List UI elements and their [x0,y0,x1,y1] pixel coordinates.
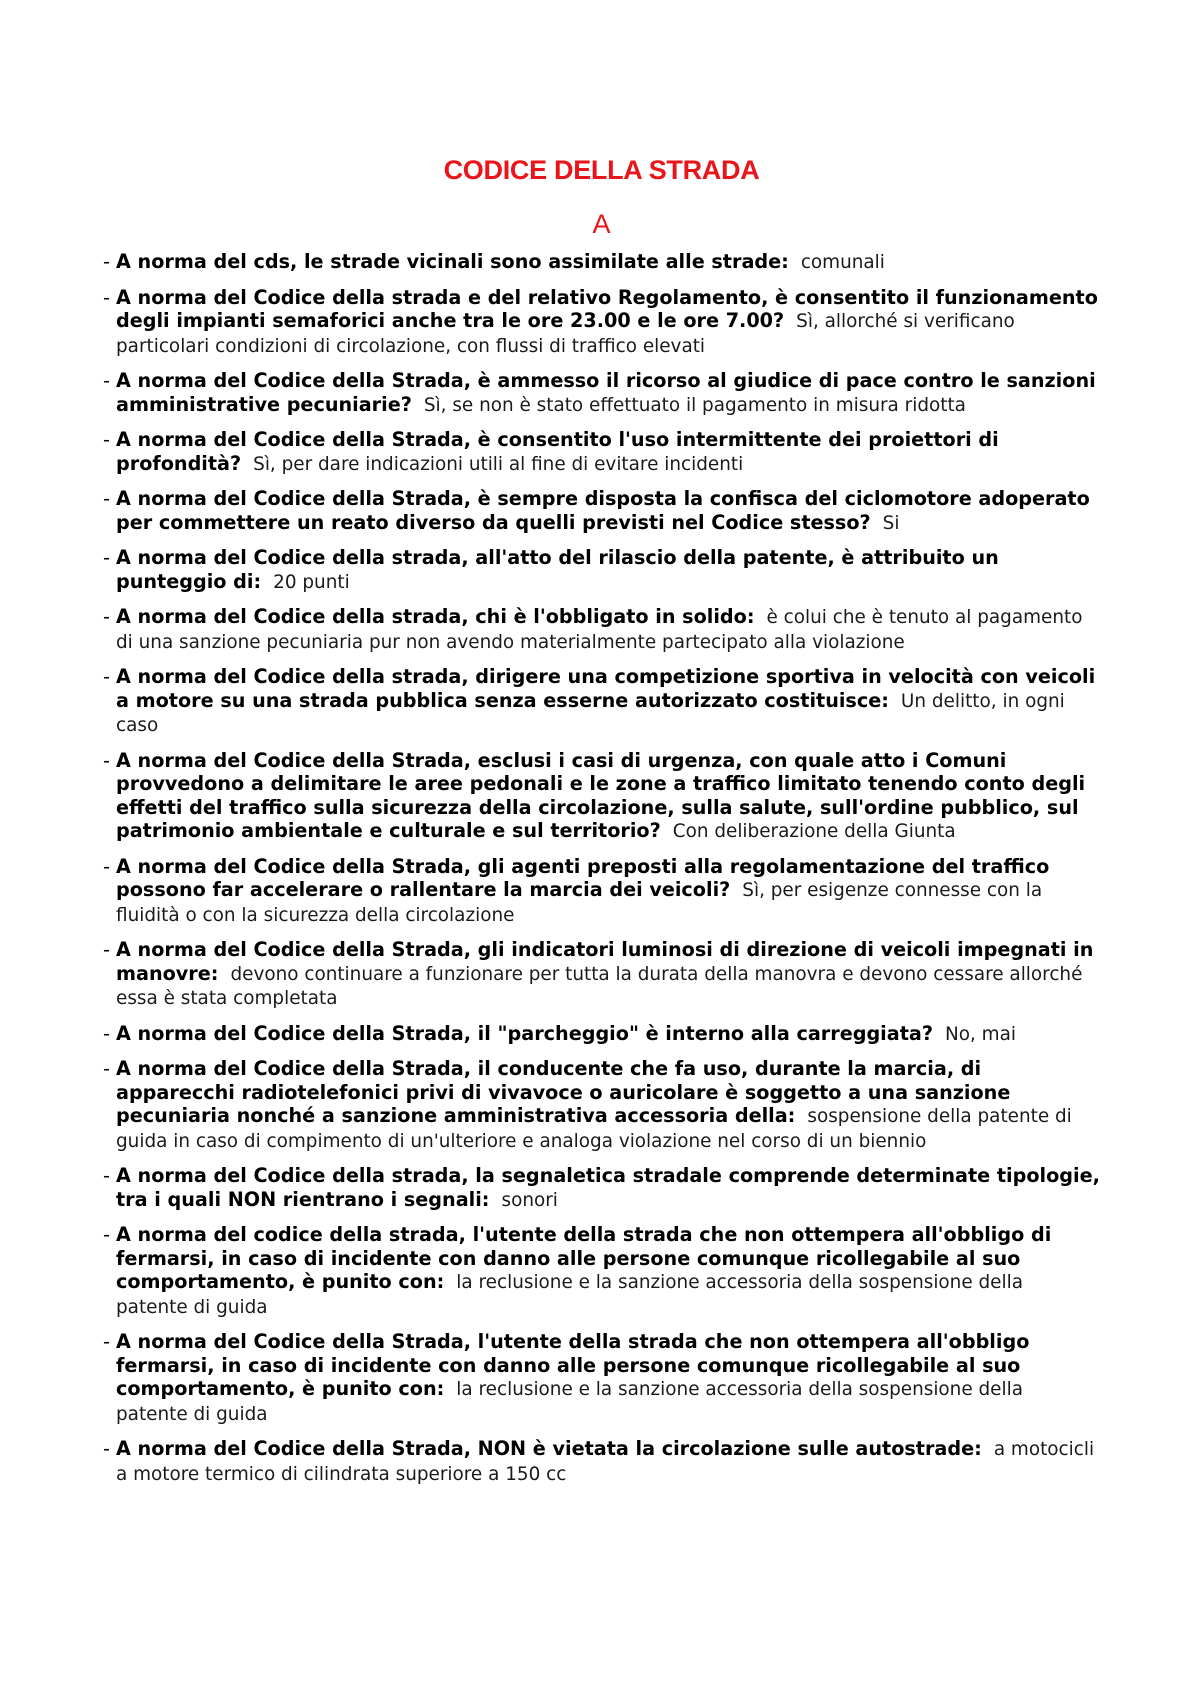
bullet-dash: - [103,1437,110,1460]
bullet-dash: - [103,748,110,772]
answer-text: Sì, per esigenze connesse con la fluidità o con la sicurezza della circolazione [116,880,1043,926]
answer-text: a motocicli a motore termico di cilindrata superiore a 150 cc [116,1439,1095,1485]
bullet-dash: - [103,1330,110,1353]
answer-text: Un delitto, in ogni caso [116,690,1065,736]
answer-text: Sì, se non è stato effettuato il pagamento in misura ridotta [423,394,966,416]
answer-text: 20 punti [273,571,350,593]
list-item [103,487,1100,535]
answer-text: No, mai [944,1023,1016,1045]
question-text: A norma del Codice della Strada, gli agenti preposti alla regolamentazione del traffico possono far accelerare o rallentare la marcia dei veicoli? [116,854,1050,901]
answer-text: devono continuare a funzionare per tutta la durata della manovra e devono cessare allorché essa è stata completata [116,963,1083,1009]
answer-text: comunali [800,252,885,273]
question-text: A norma del Codice della Strada, esclusi i casi di urgenza, con quale atto i Comuni provvedono a delimitare le aree pedonali e le zone a traffico limitato tenendo conto degli effetti del traffico sulla sicurezza della circolazione, sulla salute, sull'ordine pubblico, sul patrimonio ambientale e culturale e sul territorio? [116,748,1086,842]
list-item [103,1437,1100,1486]
question-text: A norma del Codice della Strada, il conducente che fa uso, durante la marcia, di apparecchi radiotelefonici privi di vivavoce o auricolare è soggetto a una sanzione pecuniaria nonché a sanzione amministrativa accessoria della: [116,1057,1011,1127]
question-text: A norma del Codice della strada, la segnaletica stradale comprende determinate tipologie, tra i quali NON rientrano i segnali: [116,1164,1100,1211]
list-item [103,546,1100,594]
list-item [103,855,1100,928]
document-title: CODICE DELLA STRADA [443,155,760,185]
list-item [103,938,1100,1011]
list-item [103,605,1100,654]
answer-text: sospensione della patente di guida in caso di compimento di un'ulteriore e analoga violazione nel corso di un biennio [116,1106,1072,1152]
answer-text: sonori [501,1189,558,1211]
bullet-dash: - [103,250,110,273]
answer-text: Si [882,512,900,534]
question-text: A norma del Codice della strada e del relativo Regolamento, è consentito il funzionamento degli impianti semaforici anche tra le ore 23.00 e le ore 7.00? [116,285,1098,332]
answer-text: Con deliberazione della Giunta [672,821,956,842]
list-item [103,749,1100,844]
bullet-dash: - [103,487,110,510]
answer-text: Sì, allorché si verificano particolari condizioni di circolazione, con flussi di traffico elevati [116,311,1015,357]
bullet-dash: - [103,546,110,569]
list-item [103,1057,1100,1153]
question-text: A norma del Codice della Strada, è consentito l'uso intermittente dei proiettori di profondità? [116,428,999,475]
list-item [103,1164,1100,1212]
bullet-dash: - [103,605,110,628]
bullet-dash: - [103,285,110,309]
question-text: A norma del cds, le strade vicinali sono assimilate alle strade: [116,250,789,273]
list-item [103,1022,1100,1047]
question-text: A norma del Codice della Strada, l'utente della strada che non ottempera all'obbligo fermarsi, in caso di incidente con danno alle persone comunque ricollegabile al suo comportamento, è punito con: [116,1330,1030,1400]
answer-text: Sì, per dare indicazioni utili al fine di evitare incidenti [253,453,744,475]
question-text: A norma del Codice della strada, dirigere una competizione sportiva in velocità con veicoli a motore su una strada pubblica senza esserne autorizzato costituisce: [116,665,1096,712]
bullet-dash: - [103,1164,110,1187]
bullet-dash: - [103,369,110,392]
list-item [103,428,1100,476]
question-text: A norma del Codice della strada, chi è l'obbligato in solido: [116,605,755,628]
question-text: A norma del Codice della strada, all'atto del rilascio della patente, è attribuito un punteggio di: [116,546,999,593]
question-text: A norma del Codice della Strada, NON è vietata la circolazione sulle autostrade: [116,1437,982,1460]
list-item [103,1223,1100,1319]
question-text: A norma del Codice della Strada, è sempre disposta la confisca del ciclomotore adoperato per commettere un reato diverso da quelli previsti nel Codice stesso? [116,487,1090,534]
question-answer-list [103,250,1100,1486]
answer-text: la reclusione e la sanzione accessoria della sospensione della patente di guida [116,1379,1023,1425]
answer-text: è colui che è tenuto al pagamento di una sanzione pecuniaria pur non avendo materialmente partecipato alla violazione [116,607,1083,653]
bullet-dash: - [103,1223,110,1246]
bullet-dash: - [103,428,110,451]
question-text: A norma del Codice della Strada, il "parcheggio" è interno alla carreggiata? [116,1021,933,1045]
question-text: A norma del Codice della Strada, è ammesso il ricorso al giudice di pace contro le sanzioni amministrative pecuniarie? [116,369,1096,416]
list-item [103,286,1100,359]
list-item [103,665,1100,738]
question-text: A norma del Codice della Strada, gli indicatori luminosi di direzione di veicoli impegnati in manovre: [116,938,1094,985]
question-text: A norma del codice della strada, l'utente della strada che non ottempera all'obbligo di fermarsi, in caso di incidente con danno alle persone comunque ricollegabile al suo comportamento, è punito con: [116,1223,1052,1293]
bullet-dash: - [103,1021,110,1045]
list-item [103,250,1100,275]
list-item [103,369,1100,417]
answer-text: la reclusione e la sanzione accessoria della sospensione della patente di guida [116,1272,1023,1318]
bullet-dash: - [103,854,110,878]
bullet-dash: - [103,938,110,961]
section-heading: A [592,209,611,239]
bullet-dash: - [103,1057,110,1080]
bullet-dash: - [103,665,110,688]
list-item [103,1330,1100,1426]
